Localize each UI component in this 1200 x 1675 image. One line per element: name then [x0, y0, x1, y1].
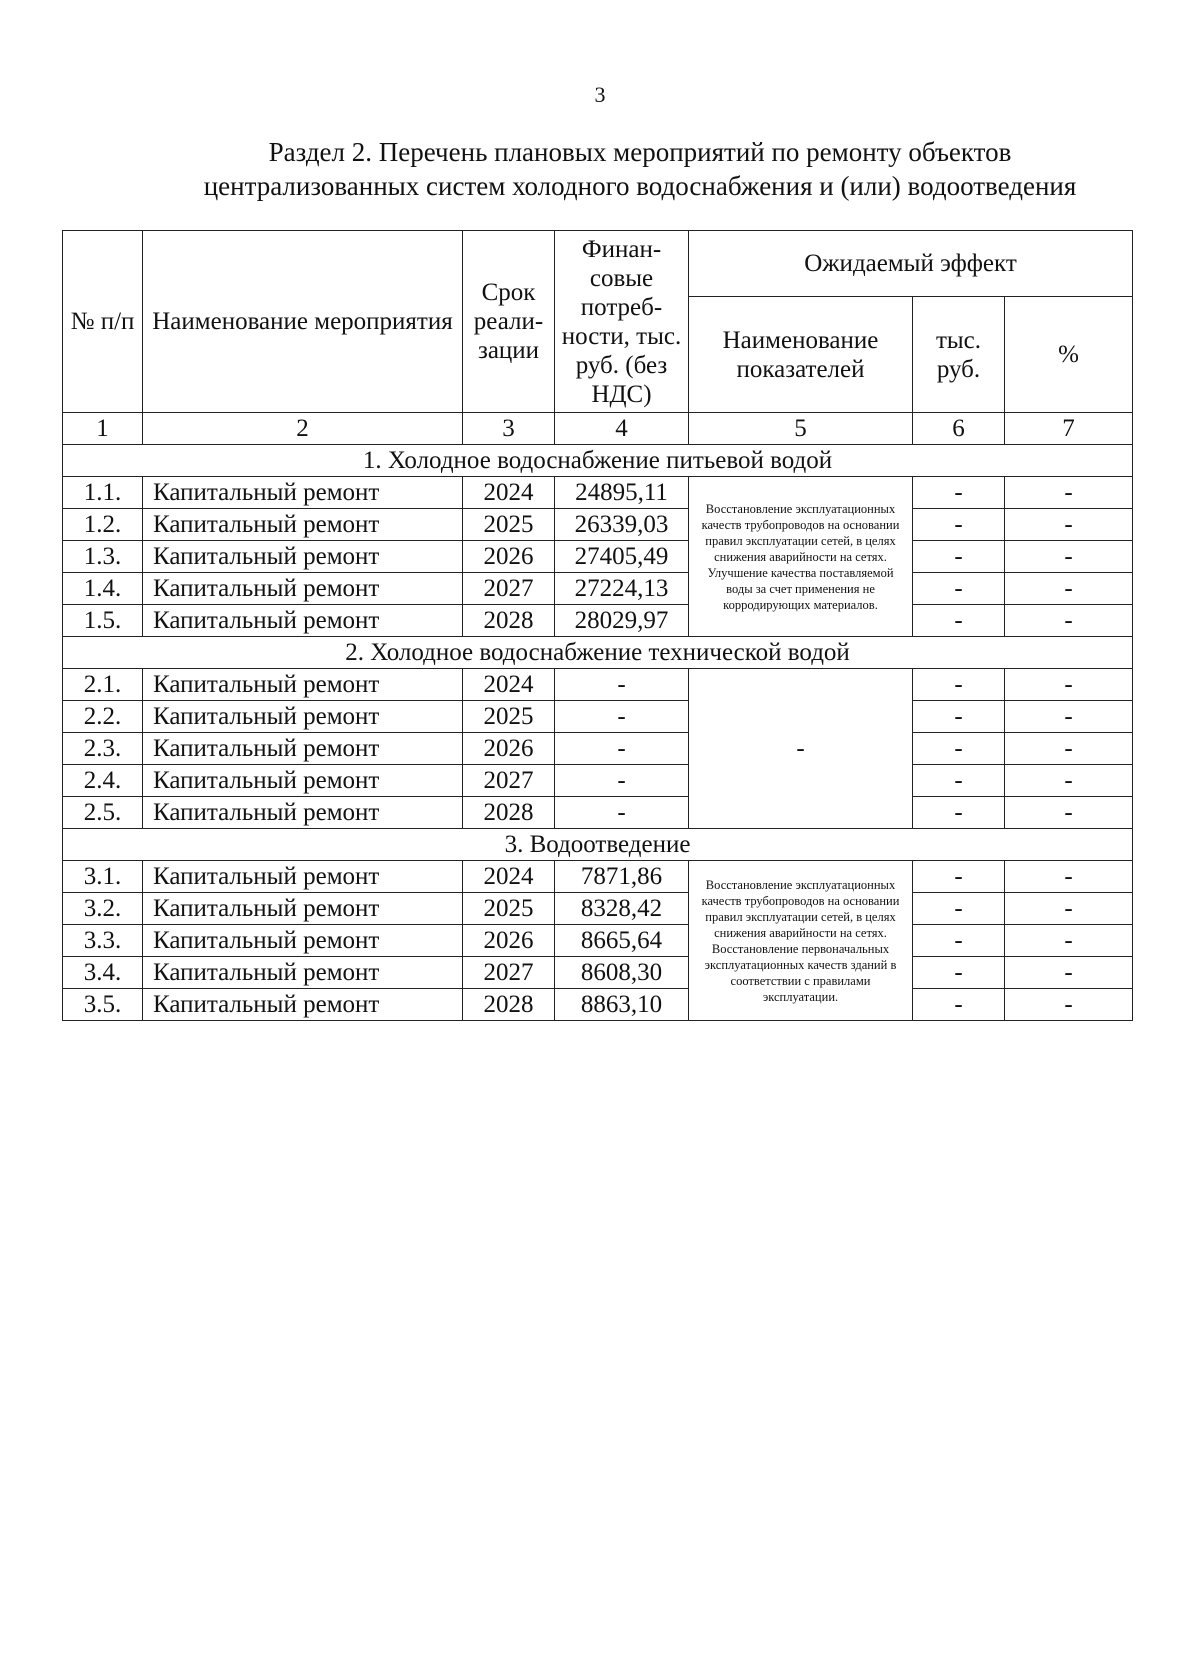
year-cell: 2026 — [463, 925, 555, 957]
header-term: Срок реали- зации — [463, 231, 555, 413]
year-cell: 2025 — [463, 893, 555, 925]
row-number-cell: 3.2. — [63, 893, 143, 925]
year-cell: 2027 — [463, 573, 555, 605]
year-cell: 2026 — [463, 541, 555, 573]
effect-percent-cell: - — [1005, 509, 1133, 541]
effect-rub-cell: - — [913, 861, 1005, 893]
header-expected-effect: Ожидаемый эффект — [689, 231, 1133, 297]
measure-name-cell: Капитальный ремонт — [143, 765, 463, 797]
measures-table — [62, 230, 1133, 1021]
effect-rub-cell: - — [913, 925, 1005, 957]
effect-percent-cell: - — [1005, 669, 1133, 701]
effect-percent-cell: - — [1005, 765, 1133, 797]
page-number: 3 — [594, 82, 606, 107]
table-row — [63, 765, 1133, 797]
amount-cell: - — [555, 669, 689, 701]
effect-rub-cell: - — [913, 957, 1005, 989]
amount-cell: 27405,49 — [555, 541, 689, 573]
row-number-cell: 1.4. — [63, 573, 143, 605]
effect-rub-cell: - — [913, 797, 1005, 829]
effect-rub-cell: - — [913, 733, 1005, 765]
column-number: 3 — [463, 413, 555, 445]
column-number: 2 — [143, 413, 463, 445]
row-number-cell: 2.1. — [63, 669, 143, 701]
effect-percent-cell: - — [1005, 957, 1133, 989]
table-row — [63, 861, 1133, 893]
measure-name-cell: Капитальный ремонт — [143, 477, 463, 509]
row-number-cell: 2.4. — [63, 765, 143, 797]
section-title-line-1: Раздел 2. Перечень плановых мероприятий по ремонту объектов — [268, 137, 1012, 167]
measure-name-cell: Капитальный ремонт — [143, 861, 463, 893]
amount-cell: - — [555, 733, 689, 765]
indicator-description-cell: - — [689, 669, 913, 829]
table-row — [63, 541, 1133, 573]
table-body — [63, 231, 1133, 1021]
column-number: 7 — [1005, 413, 1133, 445]
measure-name-cell: Капитальный ремонт — [143, 925, 463, 957]
amount-cell: 8608,30 — [555, 957, 689, 989]
row-number-cell: 2.3. — [63, 733, 143, 765]
amount-cell: 8863,10 — [555, 989, 689, 1021]
year-cell: 2025 — [463, 509, 555, 541]
section-header-row — [63, 637, 1133, 669]
measure-name-cell: Капитальный ремонт — [143, 797, 463, 829]
effect-rub-cell: - — [913, 477, 1005, 509]
header-percent: % — [1005, 297, 1133, 413]
effect-rub-cell: - — [913, 669, 1005, 701]
measure-name-cell: Капитальный ремонт — [143, 669, 463, 701]
row-number-cell: 2.5. — [63, 797, 143, 829]
measure-name-cell: Капитальный ремонт — [143, 701, 463, 733]
effect-rub-cell: - — [913, 541, 1005, 573]
column-number: 1 — [63, 413, 143, 445]
header-thousand-rub: тыс. руб. — [913, 297, 1005, 413]
table-row — [63, 477, 1133, 509]
year-cell: 2028 — [463, 989, 555, 1021]
year-cell: 2027 — [463, 957, 555, 989]
table-row — [63, 669, 1133, 701]
effect-percent-cell: - — [1005, 573, 1133, 605]
column-number: 6 — [913, 413, 1005, 445]
section-heading: 3. Водоотведение — [63, 829, 1133, 861]
effect-percent-cell: - — [1005, 701, 1133, 733]
header-num: № п/п — [63, 231, 143, 413]
header-row-1 — [63, 231, 1133, 297]
table-row — [63, 893, 1133, 925]
row-number-cell: 1.3. — [63, 541, 143, 573]
effect-percent-cell: - — [1005, 541, 1133, 573]
amount-cell: 28029,97 — [555, 605, 689, 637]
year-cell: 2024 — [463, 861, 555, 893]
effect-percent-cell: - — [1005, 477, 1133, 509]
header-name: Наименование мероприятия — [143, 231, 463, 413]
amount-cell: 8665,64 — [555, 925, 689, 957]
section-header-row — [63, 445, 1133, 477]
header-indicator-name: Наименование показателей — [689, 297, 913, 413]
row-number-cell: 1.1. — [63, 477, 143, 509]
effect-rub-cell: - — [913, 509, 1005, 541]
effect-percent-cell: - — [1005, 861, 1133, 893]
measure-name-cell: Капитальный ремонт — [143, 957, 463, 989]
table-row — [63, 797, 1133, 829]
column-number: 5 — [689, 413, 913, 445]
year-cell: 2028 — [463, 605, 555, 637]
column-number-row — [63, 413, 1133, 445]
amount-cell: - — [555, 797, 689, 829]
row-number-cell: 3.1. — [63, 861, 143, 893]
effect-percent-cell: - — [1005, 893, 1133, 925]
measure-name-cell: Капитальный ремонт — [143, 733, 463, 765]
row-number-cell: 3.3. — [63, 925, 143, 957]
header-finance: Финан- совые потреб- ности, тыс. руб. (без НДС) — [555, 231, 689, 413]
section-title-line-2: централизованных систем холодного водоснабжения и (или) водоотведения — [203, 171, 1077, 201]
effect-rub-cell: - — [913, 605, 1005, 637]
year-cell: 2024 — [463, 669, 555, 701]
measure-name-cell: Капитальный ремонт — [143, 541, 463, 573]
row-number-cell: 1.2. — [63, 509, 143, 541]
effect-rub-cell: - — [913, 573, 1005, 605]
amount-cell: - — [555, 765, 689, 797]
effect-percent-cell: - — [1005, 797, 1133, 829]
effect-rub-cell: - — [913, 989, 1005, 1021]
year-cell: 2025 — [463, 701, 555, 733]
amount-cell: 8328,42 — [555, 893, 689, 925]
section-heading: 2. Холодное водоснабжение технической водой — [63, 637, 1133, 669]
amount-cell: 7871,86 — [555, 861, 689, 893]
table-row — [63, 573, 1133, 605]
table-row — [63, 989, 1133, 1021]
effect-percent-cell: - — [1005, 733, 1133, 765]
year-cell: 2024 — [463, 477, 555, 509]
section-heading: 1. Холодное водоснабжение питьевой водой — [63, 445, 1133, 477]
effect-percent-cell: - — [1005, 989, 1133, 1021]
table-row — [63, 733, 1133, 765]
amount-cell: - — [555, 701, 689, 733]
row-number-cell: 3.5. — [63, 989, 143, 1021]
table-row — [63, 605, 1133, 637]
measure-name-cell: Капитальный ремонт — [143, 893, 463, 925]
row-number-cell: 3.4. — [63, 957, 143, 989]
table-row — [63, 701, 1133, 733]
measure-name-cell: Капитальный ремонт — [143, 989, 463, 1021]
table-row — [63, 957, 1133, 989]
table-row — [63, 925, 1133, 957]
measure-name-cell: Капитальный ремонт — [143, 509, 463, 541]
amount-cell: 27224,13 — [555, 573, 689, 605]
amount-cell: 24895,11 — [555, 477, 689, 509]
measure-name-cell: Капитальный ремонт — [143, 573, 463, 605]
indicator-description-cell: Восстановление эксплуатационных качеств трубопроводов на основании правил эксплуатации сетей, в целях снижения аварийности на сетях. Восстановление первоначальных эксплуатационных качеств зданий в соответствии с правилами эксплуатации. — [689, 861, 913, 1021]
year-cell: 2026 — [463, 733, 555, 765]
effect-rub-cell: - — [913, 765, 1005, 797]
effect-percent-cell: - — [1005, 605, 1133, 637]
year-cell: 2027 — [463, 765, 555, 797]
table-row — [63, 509, 1133, 541]
row-number-cell: 1.5. — [63, 605, 143, 637]
effect-rub-cell: - — [913, 893, 1005, 925]
column-number: 4 — [555, 413, 689, 445]
effect-rub-cell: - — [913, 701, 1005, 733]
effect-percent-cell: - — [1005, 925, 1133, 957]
section-header-row — [63, 829, 1133, 861]
amount-cell: 26339,03 — [555, 509, 689, 541]
measure-name-cell: Капитальный ремонт — [143, 605, 463, 637]
indicator-description-cell: Восстановление эксплуатационных качеств трубопроводов на основании правил эксплуатации сетей, в целях снижения аварийности на сетях. Улучшение качества поставляемой воды за счет применения не корродирующих материалов. — [689, 477, 913, 637]
row-number-cell: 2.2. — [63, 701, 143, 733]
year-cell: 2028 — [463, 797, 555, 829]
section-title — [150, 135, 1130, 203]
